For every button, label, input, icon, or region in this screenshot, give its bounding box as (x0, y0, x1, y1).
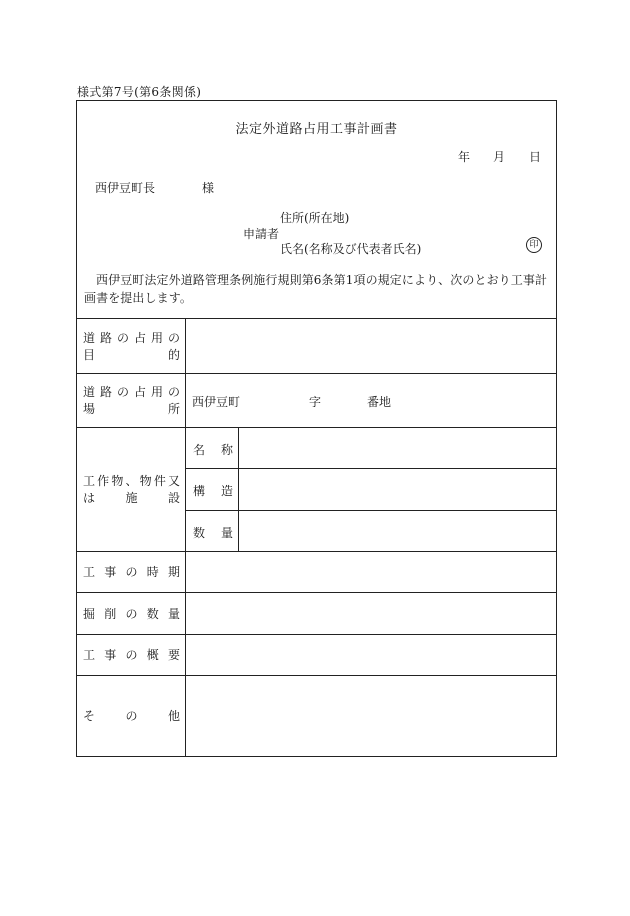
other-field[interactable] (189, 679, 551, 753)
applicant-address-label: 住所(所在地) (280, 211, 350, 225)
purpose-label-line1: 道路の占用の (83, 331, 180, 345)
form-title: 法定外道路占用工事計画書 (235, 122, 398, 137)
location-town: 西伊豆町 (192, 395, 241, 409)
excavation-field[interactable] (189, 596, 551, 630)
row-divider (77, 427, 556, 428)
applicant-label: 申請者 (243, 227, 280, 241)
date-year-label: 年 (458, 150, 471, 164)
structure-label-line1: 工作物、物件又 (83, 474, 180, 488)
row-divider (77, 634, 556, 635)
addressee-name: 西伊豆町長 (95, 181, 156, 195)
excavation-label: 掘削の数量 (83, 607, 180, 621)
row-divider (77, 675, 556, 676)
structure-construction-label: 構造 (193, 484, 233, 498)
form-number: 様式第7号(第6条関係) (77, 85, 202, 99)
sub-row-divider (185, 510, 556, 511)
structure-construction-field[interactable] (243, 472, 551, 506)
outline-field[interactable] (189, 638, 551, 672)
location-label-line1: 道路の占用の (83, 385, 180, 399)
sub-label-column-divider (238, 427, 239, 551)
outline-label: 工事の概要 (83, 648, 180, 662)
structure-quantity-field[interactable] (243, 514, 551, 548)
location-aza: 字 (309, 395, 322, 409)
applicant-name-label: 氏名(名称及び代表者氏名) (280, 242, 422, 256)
location-label-line2: 場所 (83, 402, 180, 416)
other-label: その他 (83, 709, 180, 723)
label-column-divider (185, 318, 186, 756)
period-field[interactable] (189, 555, 551, 589)
period-label: 工事の時期 (83, 565, 180, 579)
addressee-honorific: 様 (202, 181, 215, 195)
row-divider (77, 592, 556, 593)
application-form (76, 100, 557, 757)
row-divider (77, 373, 556, 374)
structure-quantity-label: 数量 (193, 526, 233, 540)
sub-row-divider (185, 468, 556, 469)
purpose-label-line2: 目的 (83, 348, 180, 362)
statement-text: 西伊豆町法定外道路管理条例施行規則第6条第1項の規定により、次のとおり工事計画書を提出します。 (84, 273, 548, 305)
seal-mark: 印 (526, 237, 542, 253)
date-day-label: 日 (529, 150, 542, 164)
purpose-field[interactable] (189, 327, 551, 367)
date-month-label: 月 (493, 150, 506, 164)
row-divider (77, 551, 556, 552)
structure-name-field[interactable] (243, 431, 551, 465)
location-banchi: 番地 (367, 395, 392, 409)
table-top-border (77, 318, 556, 319)
structure-name-label: 名称 (193, 443, 233, 457)
structure-label-line2: は施設 (83, 491, 180, 505)
